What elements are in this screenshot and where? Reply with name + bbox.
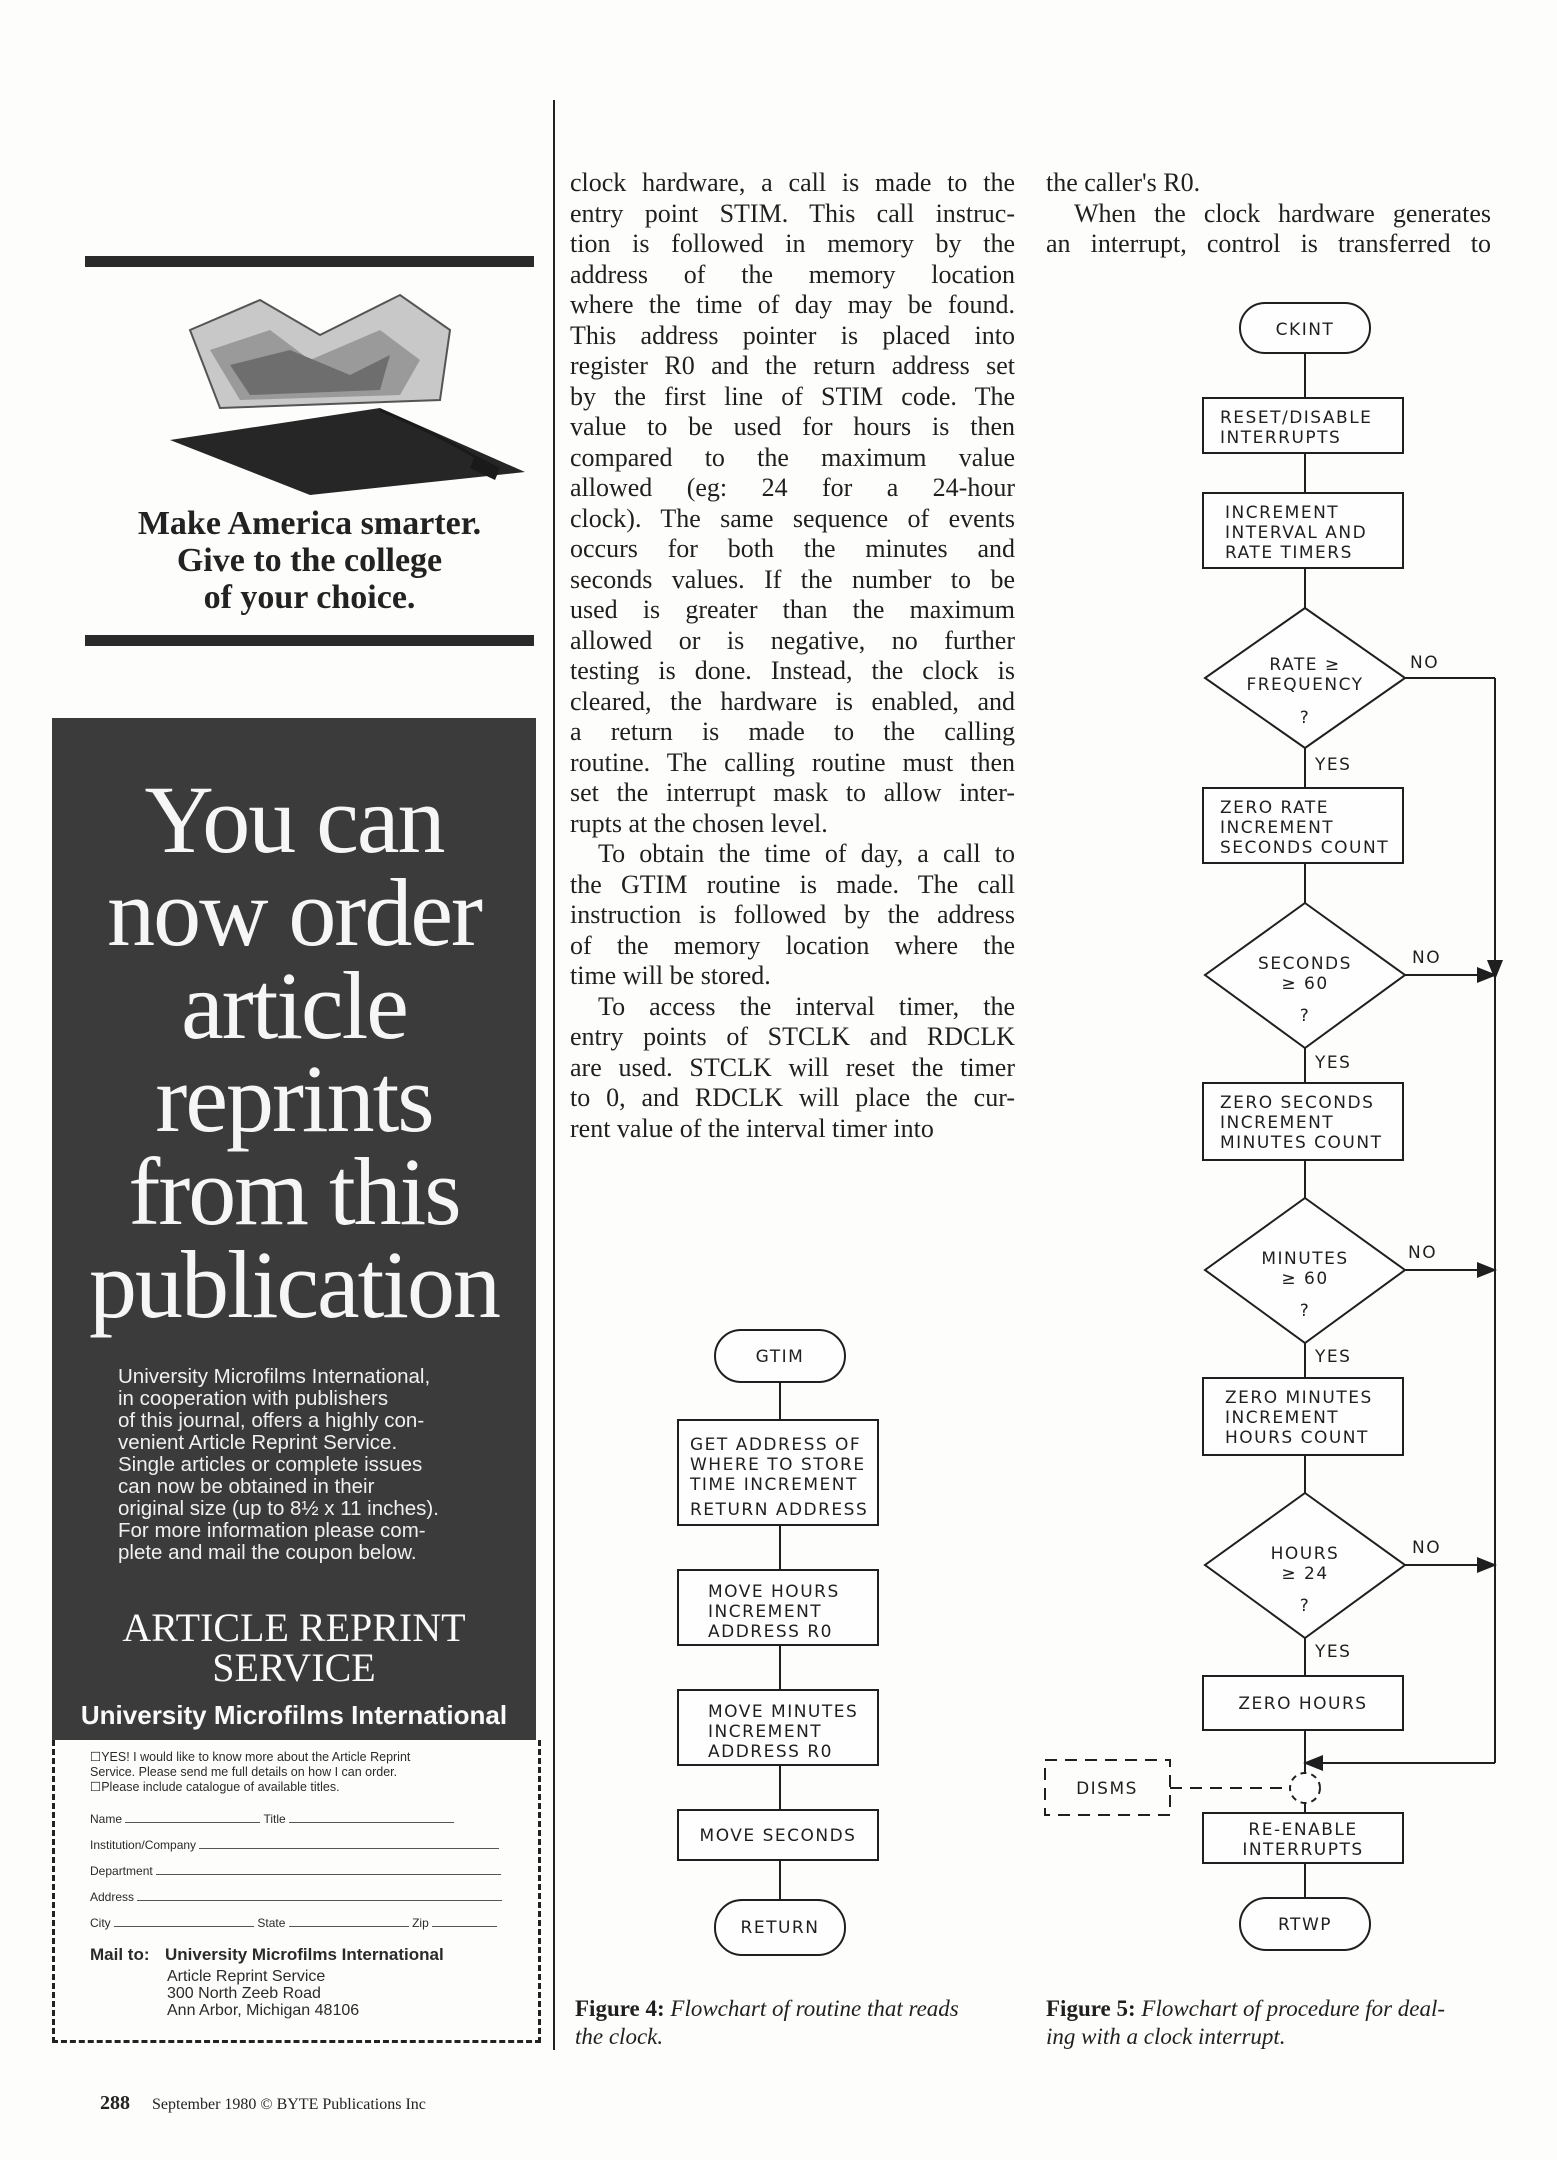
coupon-yes-line[interactable]: ☐YES! I would like to know more about the Article Reprint	[90, 1750, 411, 1764]
fig5-no-label: NO	[1410, 653, 1440, 673]
mail-to-organization: University Microfilms International	[165, 1945, 444, 1964]
article-line: register R0 and the return address set	[570, 351, 1015, 380]
title-label: Title	[263, 1812, 286, 1826]
fig5-end-label: RTWP	[1277, 1915, 1333, 1935]
headline-line: from this	[128, 1138, 460, 1245]
article-line: a return is made to the calling	[570, 717, 1015, 746]
coupon-yes-line[interactable]: ☐Please include catalogue of available titles.	[90, 1780, 340, 1794]
fig5-box1-line: INTERRUPTS	[1220, 428, 1342, 448]
fig5-yes-label: YES	[1315, 1347, 1352, 1367]
bottom-rule	[85, 635, 534, 646]
address-line: 300 North Zeeb Road	[167, 1985, 321, 2002]
address-label: Address	[90, 1890, 135, 1904]
fig5-box2-line: INTERVAL AND	[1225, 523, 1368, 543]
fig4-box3-line: INCREMENT	[708, 1722, 823, 1742]
footer-text: September 1980 © BYTE Publications Inc	[152, 2096, 426, 2113]
fig5-yes-label: YES	[1315, 755, 1352, 775]
body-line: plete and mail the coupon below.	[118, 1541, 417, 1564]
college-ad-line: Make America smarter.	[137, 505, 482, 542]
department-label: Department	[90, 1864, 153, 1878]
body-line: of this journal, offers a highly con-	[118, 1409, 425, 1432]
fig5-caption-text: Flowchart of procedure for deal-	[1141, 1996, 1446, 2021]
fig5-box2-line: INCREMENT	[1225, 503, 1340, 523]
article-line: occurs for both the minutes and	[570, 534, 1015, 563]
fig4-box1-line: RETURN ADDRESS	[690, 1500, 869, 1520]
article-line: value to be used for hours is then	[570, 412, 1015, 441]
address-line: Ann Arbor, Michigan 48106	[167, 2002, 360, 2019]
body-line: venient Article Reprint Service.	[118, 1431, 398, 1454]
state-field[interactable]	[289, 1916, 409, 1927]
page-footer	[100, 2092, 426, 2115]
headline-line: publication	[89, 1231, 499, 1338]
fig5-yes-label: YES	[1315, 1642, 1352, 1662]
article-line: rupts at the chosen level.	[570, 808, 828, 838]
fig4-box2-line: MOVE HOURS	[708, 1582, 840, 1602]
article-line: entry points of STCLK and RDCLK	[570, 1022, 1015, 1051]
institution-field[interactable]	[199, 1838, 499, 1849]
reprint-headline	[52, 766, 536, 1338]
article-line: are used. STCLK will reset the timer	[570, 1052, 1015, 1082]
city-label: City	[90, 1916, 111, 1930]
service-line: SERVICE	[212, 1645, 376, 1690]
fig5-dec1-line: ?	[1299, 708, 1311, 728]
coupon-checkbox-text[interactable]	[90, 1750, 410, 1795]
article-line: compared to the maximum value	[570, 442, 1015, 472]
title-field[interactable]	[289, 1812, 454, 1823]
body-line: Single articles or complete issues	[118, 1453, 423, 1476]
college-ad-slogan	[85, 505, 534, 616]
fig4-box1-line: WHERE TO STORE	[690, 1455, 866, 1475]
article-line: an interrupt, control is transferred to	[1046, 229, 1491, 258]
fig5-box4-line: ZERO SECONDS	[1220, 1093, 1375, 1113]
fig5-disms-label: DISMS	[1076, 1779, 1138, 1799]
article-line: entry point STIM. This call instruc-	[570, 198, 1015, 228]
article-line: routine. The calling routine must then	[570, 747, 1015, 777]
article-line: time will be stored.	[570, 961, 771, 990]
zip-field[interactable]	[432, 1916, 497, 1927]
fig5-box4-line: INCREMENT	[1220, 1113, 1335, 1133]
figure-5-flowchart	[1040, 298, 1510, 1956]
state-label: State	[257, 1916, 286, 1930]
fig4-caption-text: the clock.	[575, 2024, 664, 2049]
figure-4-caption	[575, 1995, 959, 2051]
fig5-dec4-line: ≥ 24	[1281, 1564, 1329, 1584]
city-field[interactable]	[114, 1916, 254, 1927]
body-line: University Microfilms International,	[118, 1365, 431, 1388]
fig5-no-label: NO	[1408, 1243, 1438, 1263]
fig5-dec4-line: ?	[1299, 1596, 1311, 1616]
article-line: cleared, the hardware is enabled, and	[570, 686, 1015, 716]
fig5-box7-line: RE-ENABLE	[1248, 1820, 1358, 1840]
fig5-box3-line: INCREMENT	[1220, 818, 1335, 838]
institution-label: Institution/Company	[90, 1838, 197, 1852]
article-line: rent value of the interval timer into	[570, 1113, 934, 1143]
article-line: To obtain the time of day, a call to	[598, 839, 1015, 868]
fig5-box5-line: INCREMENT	[1225, 1408, 1340, 1428]
fig4-caption-text: Flowchart of routine that reads	[670, 1996, 959, 2021]
order-coupon[interactable]	[52, 1740, 541, 2043]
fig5-start-label: CKINT	[1275, 320, 1335, 340]
article-line: allowed (eg: 24 for a 24-hour	[570, 473, 1015, 502]
body-line: For more information please com-	[118, 1519, 426, 1542]
article-line: to 0, and RDCLK will place the cur-	[570, 1083, 1015, 1112]
figure-5-caption	[1046, 1995, 1445, 2051]
article-reprint-service-title	[52, 1605, 536, 1690]
article-line: set the interrupt mask to allow inter-	[570, 778, 1015, 807]
figure-4-flowchart	[670, 1320, 890, 1960]
fig5-dec4-line: HOURS	[1270, 1544, 1340, 1564]
umi-banner: University Microfilms International	[80, 1700, 508, 1730]
article-line: address of the memory location	[570, 259, 1015, 289]
article-line: instruction is followed by the address	[570, 900, 1015, 929]
fig5-box1-line: RESET/DISABLE	[1220, 408, 1373, 428]
graduation-cap-illustration	[150, 290, 530, 495]
headline-line: You can	[144, 766, 444, 873]
fig5-box5-line: HOURS COUNT	[1225, 1428, 1369, 1448]
article-line: seconds values. If the number to be	[570, 564, 1015, 594]
fig4-box4-label: MOVE SECONDS	[699, 1826, 857, 1846]
mail-to-address	[167, 1968, 359, 2019]
fig4-start-label: GTIM	[755, 1347, 805, 1367]
fig5-dec3-line: MINUTES	[1261, 1249, 1349, 1269]
article-line: allowed or is negative, no further	[570, 625, 1015, 655]
article-line: When the clock hardware generates	[1074, 198, 1491, 228]
fig4-box2-line: ADDRESS R0	[708, 1622, 833, 1642]
article-line: This address pointer is placed into	[570, 320, 1015, 350]
article-line: testing is done. Instead, the clock is	[570, 656, 1015, 685]
article-line: the GTIM routine is made. The call	[570, 869, 1015, 899]
fig5-junction	[1290, 1773, 1320, 1803]
fig5-box7-line: INTERRUPTS	[1242, 1840, 1364, 1860]
name-field[interactable]	[125, 1812, 260, 1823]
body-line: original size (up to 8½ x 11 inches).	[118, 1497, 439, 1520]
college-ad-line: Give to the college	[176, 542, 443, 579]
fig4-caption-label: Figure 4:	[575, 1996, 665, 2021]
fig4-box1-line: TIME INCREMENT	[690, 1475, 858, 1495]
fig5-dec2-line: SECONDS	[1258, 954, 1352, 974]
reprint-body-text	[118, 1366, 518, 1564]
page-number: 288	[100, 2092, 130, 2114]
fig5-box6-label: ZERO HOURS	[1238, 1694, 1368, 1714]
address-field[interactable]	[137, 1890, 502, 1901]
article-line: of the memory location where the	[570, 930, 1015, 960]
article-line: where the time of day may be found.	[570, 290, 1015, 319]
coupon-city-row[interactable]	[90, 1916, 497, 1930]
fig5-dec3-line: ?	[1299, 1301, 1311, 1321]
fig4-end-label: RETURN	[740, 1918, 820, 1938]
fig5-dec2-line: ≥ 60	[1281, 974, 1329, 994]
coupon-yes-line: Service. Please send me full details on how I can order.	[90, 1765, 398, 1779]
reprint-ad	[52, 718, 536, 1740]
fig5-box2-line: RATE TIMERS	[1225, 543, 1353, 563]
fig5-box3-line: ZERO RATE	[1220, 798, 1330, 818]
coupon-institution-row[interactable]	[90, 1838, 499, 1852]
name-label: Name	[90, 1812, 123, 1826]
fig5-yes-label: YES	[1315, 1053, 1352, 1073]
article-line: clock hardware, a call is made to the	[570, 168, 1015, 197]
fig4-box3-line: MOVE MINUTES	[708, 1702, 859, 1722]
coupon-name-row[interactable]	[90, 1812, 454, 1826]
fig5-caption-text: ing with a clock interrupt.	[1046, 2024, 1286, 2049]
article-line: clock). The same sequence of events	[570, 503, 1015, 533]
coupon-department-row[interactable]	[90, 1864, 501, 1878]
article-line: tion is followed in memory by the	[570, 229, 1015, 258]
fig4-box2-line: INCREMENT	[708, 1602, 823, 1622]
college-ad-line: of your choice.	[203, 579, 416, 616]
fig5-dec2-line: ?	[1299, 1006, 1311, 1026]
service-line: ARTICLE REPRINT	[122, 1605, 466, 1650]
fig5-caption-label: Figure 5:	[1046, 1996, 1136, 2021]
article-line: To access the interval timer, the	[598, 991, 1015, 1021]
fig5-no-label: NO	[1412, 1538, 1442, 1558]
fig5-box4-line: MINUTES COUNT	[1220, 1133, 1383, 1153]
department-field[interactable]	[156, 1864, 501, 1875]
top-rule	[85, 256, 534, 267]
fig4-box3-line: ADDRESS R0	[708, 1742, 833, 1762]
fig5-no-label: NO	[1412, 948, 1442, 968]
column-divider	[553, 100, 555, 2050]
article-line: the caller's R0.	[1046, 168, 1201, 197]
mail-to-label: Mail to:	[90, 1945, 150, 1964]
article-line: by the first line of STIM code. The	[570, 381, 1015, 411]
article-column-middle	[570, 168, 1015, 1144]
coupon-address-row[interactable]	[90, 1890, 502, 1904]
fig5-box5-line: ZERO MINUTES	[1225, 1388, 1373, 1408]
fig4-box1-line: GET ADDRESS OF	[690, 1435, 862, 1455]
headline-line: reprints	[155, 1045, 433, 1152]
body-line: in cooperation with publishers	[118, 1387, 389, 1410]
fig5-dec1-line: FREQUENCY	[1246, 675, 1364, 695]
fig5-dec3-line: ≥ 60	[1281, 1269, 1329, 1289]
fig5-box3-line: SECONDS COUNT	[1220, 838, 1390, 858]
headline-line: now order	[107, 859, 481, 966]
article-column-right	[1046, 168, 1491, 260]
headline-line: article	[181, 952, 407, 1059]
body-line: can now be obtained in their	[118, 1475, 375, 1498]
zip-label: Zip	[412, 1916, 429, 1930]
article-line: used is greater than the maximum	[570, 595, 1015, 624]
address-line: Article Reprint Service	[167, 1968, 326, 1985]
fig5-dec1-line: RATE ≥	[1269, 655, 1341, 675]
